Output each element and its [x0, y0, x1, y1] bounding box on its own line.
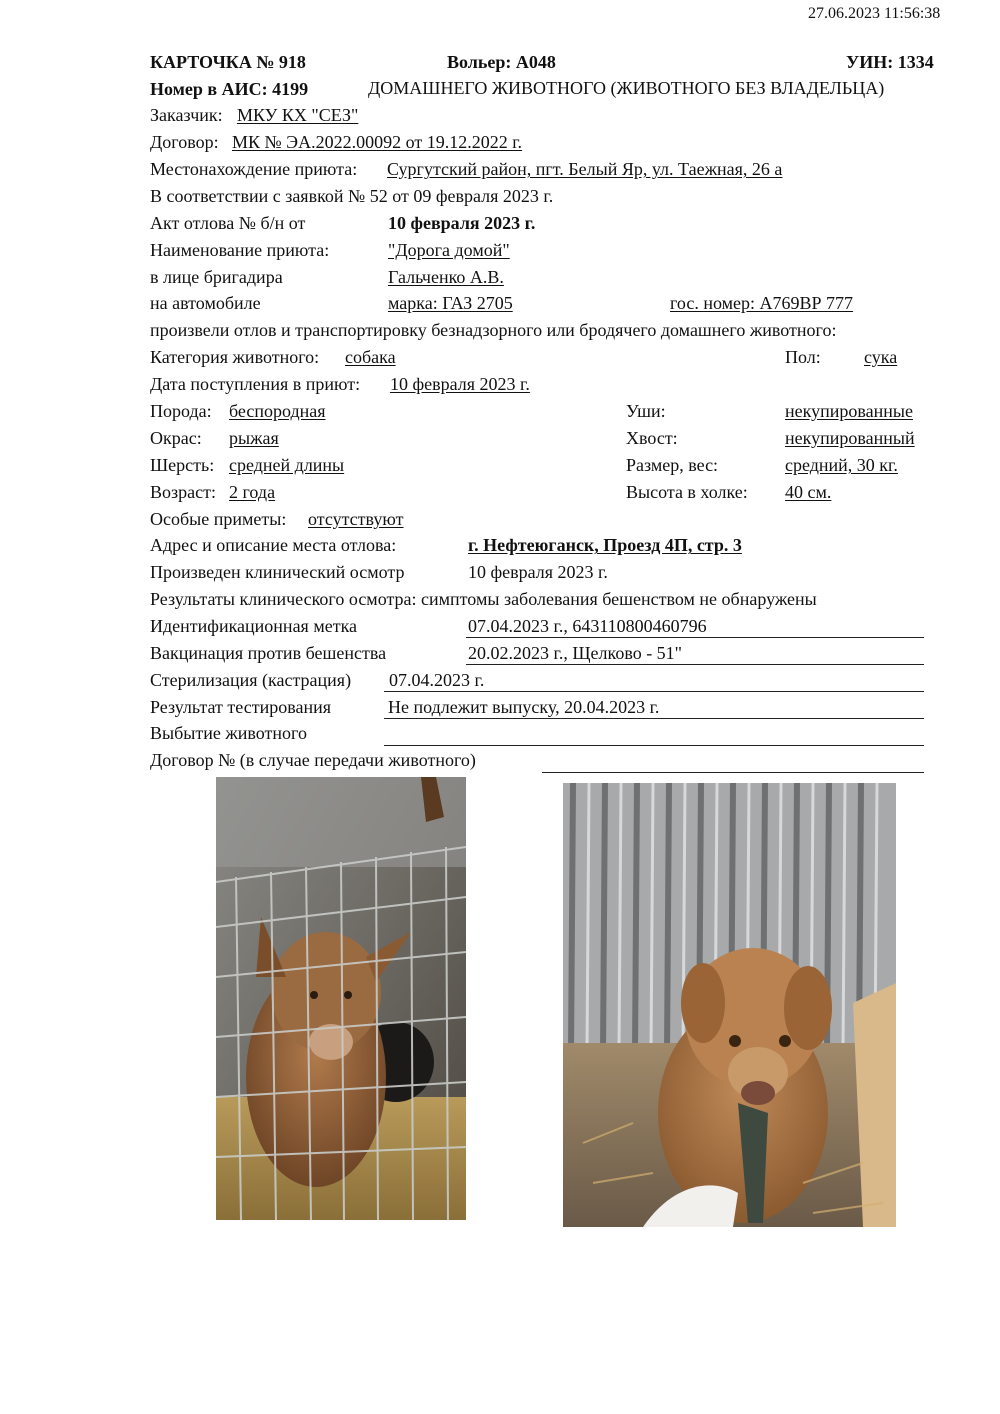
arrival-value: 10 февраля 2023 г.	[390, 374, 530, 394]
vehicle-label: на автомобиле	[150, 293, 261, 313]
size-label: Размер, вес:	[626, 455, 719, 475]
print-timestamp: 27.06.2023 11:56:38	[808, 5, 941, 22]
contract-value: МК № ЭА.2022.00092 от 19.12.2022 г.	[232, 132, 523, 152]
height-label: Высота в холке:	[626, 482, 748, 502]
breed-label: Порода:	[150, 401, 212, 421]
capture-address-value: г. Нефтеюганск, Проезд 4П, стр. 3	[468, 535, 742, 555]
color-value: рыжая	[229, 428, 279, 448]
size-value: средний, 30 кг.	[785, 455, 898, 475]
sex-label: Пол:	[785, 347, 821, 367]
dog-in-cage-photo	[216, 777, 466, 1220]
ears-value: некупированные	[785, 401, 913, 421]
contract-label: Договор:	[150, 132, 219, 152]
category-value: собака	[345, 347, 396, 367]
breed-value: беспородная	[229, 401, 326, 421]
vaccination-value: 20.02.2023 г., Щелково - 51"	[468, 643, 683, 663]
transfer-contract-underline	[542, 772, 924, 773]
vaccination-underline	[466, 664, 924, 665]
id-mark-underline	[466, 637, 924, 638]
tail-value: некупированный	[785, 428, 915, 448]
ais-number: Номер в АИС: 4199	[150, 79, 309, 99]
vehicle-plate: гос. номер: А769ВР 777	[670, 293, 854, 313]
uin: УИН: 1334	[846, 52, 934, 72]
vehicle-brand: марка: ГАЗ 2705	[388, 293, 513, 313]
shelter-location-label: Местонахождение приюта:	[150, 159, 358, 179]
coat-value: средней длины	[229, 455, 345, 475]
shelter-location-value: Сургутский район, пгт. Белый Яр, ул. Таежная, 26 а	[387, 159, 783, 179]
request-line: В соответствии с заявкой № 52 от 09 февраля 2023 г.	[150, 186, 554, 206]
sex-value: сука	[864, 347, 898, 367]
id-mark-value: 07.04.2023 г., 643110800460796	[468, 616, 707, 636]
customer-value: МКУ КХ "СЕЗ"	[237, 105, 359, 125]
transfer-contract-label: Договор № (в случае передачи животного)	[150, 750, 476, 770]
testing-value: Не подлежит выпуску, 20.04.2023 г.	[388, 697, 660, 717]
foreman-value: Гальченко А.В.	[388, 267, 504, 287]
age-value: 2 года	[229, 482, 276, 502]
document-title: ДОМАШНЕГО ЖИВОТНОГО (ЖИВОТНОГО БЕЗ ВЛАДЕЛЬЦА)	[368, 78, 885, 98]
testing-label: Результат тестирования	[150, 697, 331, 717]
exam-label: Произведен клинический осмотр	[150, 562, 405, 582]
exam-date: 10 февраля 2023 г.	[468, 562, 608, 582]
departure-underline	[384, 745, 924, 746]
sterilization-label: Стерилизация (кастрация)	[150, 670, 352, 690]
arrival-label: Дата поступления в приют:	[150, 374, 361, 394]
category-label: Категория животного:	[150, 347, 320, 367]
sterilization-value: 07.04.2023 г.	[389, 670, 485, 690]
customer-label: Заказчик:	[150, 105, 223, 125]
departure-label: Выбытие животного	[150, 723, 307, 743]
ears-label: Уши:	[626, 401, 666, 421]
sterilization-underline	[384, 691, 924, 692]
shelter-name-label: Наименование приюта:	[150, 240, 330, 260]
marks-label: Особые приметы:	[150, 509, 287, 529]
marks-value: отсутствуют	[308, 509, 404, 529]
dog-in-enclosure-photo	[563, 783, 896, 1227]
vaccination-label: Вакцинация против бешенства	[150, 643, 387, 663]
capture-address-label: Адрес и описание места отлова:	[150, 535, 397, 555]
shelter-name-value: "Дорога домой"	[388, 240, 510, 260]
capture-act-date: 10 февраля 2023 г.	[388, 213, 536, 233]
coat-label: Шерсть:	[150, 455, 215, 475]
height-value: 40 см.	[785, 482, 832, 502]
card-number: КАРТОЧКА № 918	[150, 52, 306, 72]
testing-underline	[384, 718, 924, 719]
capture-act-label: Акт отлова № б/н от	[150, 213, 306, 233]
foreman-label: в лице бригадира	[150, 267, 283, 287]
color-label: Окрас:	[150, 428, 202, 448]
id-mark-label: Идентификационная метка	[150, 616, 358, 636]
exam-results: Результаты клинического осмотра: симптомы заболевания бешенством не обнаружены	[150, 589, 817, 609]
transport-line: произвели отлов и транспортировку безнадзорного или бродячего домашнего животного:	[150, 320, 837, 340]
enclosure: Вольер: А048	[447, 52, 556, 72]
tail-label: Хвост:	[626, 428, 678, 448]
age-label: Возраст:	[150, 482, 216, 502]
